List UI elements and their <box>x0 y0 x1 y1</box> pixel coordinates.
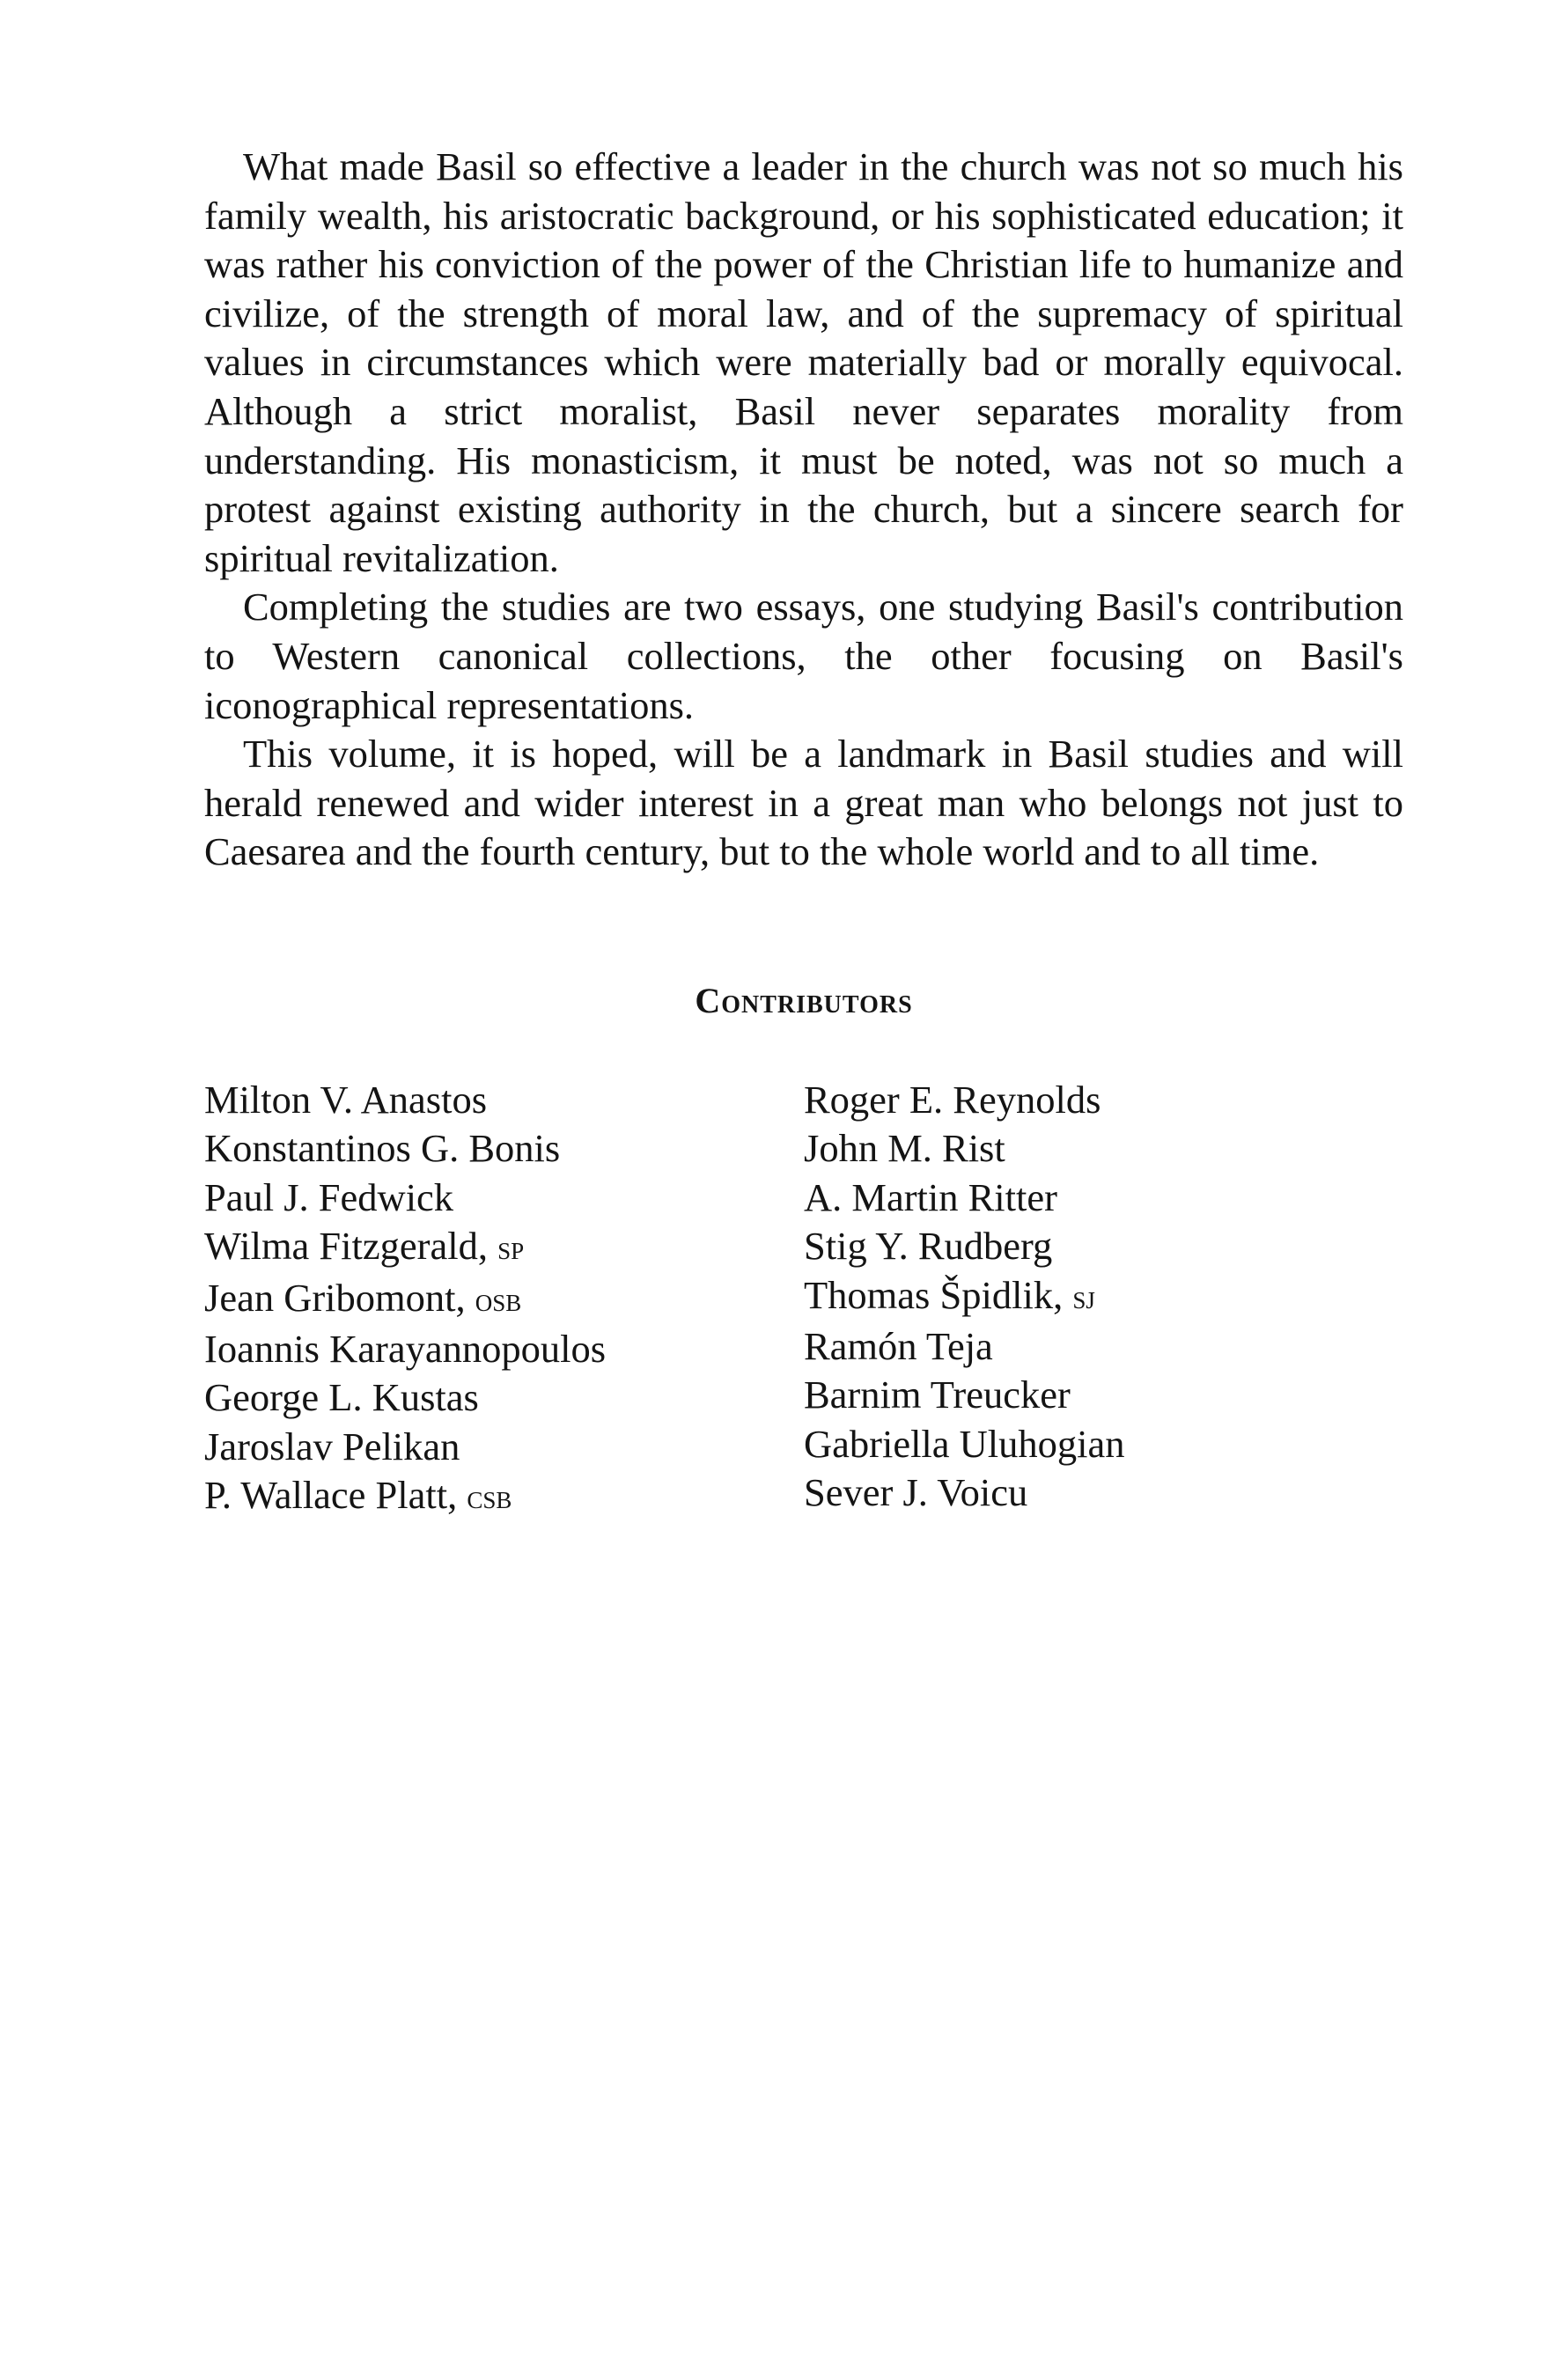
contributor-name: Gabriella Uluhogian <box>804 1421 1125 1466</box>
contributor-name: Konstantinos G. Bonis <box>204 1126 561 1171</box>
contributor-name: John M. Rist <box>804 1126 1005 1171</box>
contributor-name: George L. Kustas <box>204 1375 479 1420</box>
contributor-name: P. Wallace Platt, csb <box>204 1473 512 1518</box>
contributor-name: Roger E. Reynolds <box>804 1078 1101 1122</box>
contributor-name: Sever J. Voicu <box>804 1470 1028 1515</box>
contributors-list-right <box>804 1076 1403 1518</box>
contributor-name: Jean Gribomont, osb <box>204 1275 522 1320</box>
contributor-name: Wilma Fitzgerald, sp <box>204 1224 525 1269</box>
religious-order-suffix: sp <box>497 1230 525 1268</box>
religious-order-suffix: osb <box>475 1281 522 1319</box>
religious-order-suffix: sj <box>1072 1278 1095 1316</box>
contributor-name: Milton V. Anastos <box>204 1078 488 1122</box>
paragraph-volume-hope: This volume, it is hoped, will be a landmark in Basil studies and will herald renewed and wider interest in a great man who belongs not just to Caesarea and the fourth century, but to the whole world and to all time. <box>204 732 1403 874</box>
contributor-name: Paul J. Fedwick <box>204 1174 454 1219</box>
contributor-name: Ioannis Karayannopoulos <box>204 1327 607 1372</box>
body-text <box>204 143 1403 877</box>
contributor-name: Stig Y. Rudberg <box>804 1224 1053 1269</box>
paragraph-basil-leadership: What made Basil so effective a leader in the church was not so much his family wealth, his aristocratic background, or his sophisticated education; it was rather his conviction of the power of the Christian life to humanize and civilize, of the strength of moral law, and of the supremacy of spiritual values in circumstances which were materially bad or morally equivocal. Although a strict moralist, Basil never separates morality from understanding. His monasticism, it must be noted, was not so much a protest against existing authority in the church, but a sincere search for spiritual revitalization. <box>204 144 1403 580</box>
contributors-heading: Contributors <box>695 981 913 1020</box>
religious-order-suffix: csb <box>467 1479 512 1517</box>
contributor-name: Ramón Teja <box>804 1324 993 1369</box>
contributor-name: A. Martin Ritter <box>804 1174 1057 1219</box>
contributors-list-left <box>204 1076 873 1523</box>
contributor-name: Barnim Treucker <box>804 1372 1071 1417</box>
contributor-name: Thomas Špidlik, sj <box>804 1272 1095 1317</box>
paragraph-completing-studies: Completing the studies are two essays, one studying Basil's contribution to Western canonical collections, the other focusing on Basil's iconographical representations. <box>204 585 1403 727</box>
contributor-name: Jaroslav Pelikan <box>204 1424 460 1468</box>
